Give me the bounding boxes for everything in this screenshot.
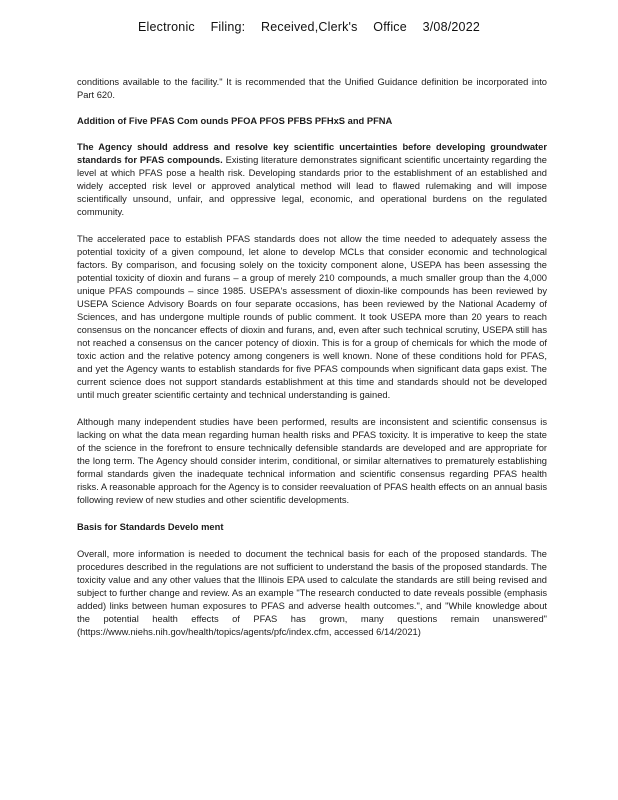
paragraph-agency-uncertainties [77,141,547,219]
stamp-electronic: Electronic [137,20,195,34]
document-body [77,76,547,639]
paragraph-lead-bold: The Agency should address and resolve key scientific uncertainties before developing groundwater standards for PFAS compounds. [77,142,547,165]
stamp-date: 3/08/2022 [422,20,481,34]
paragraph-more-information: Overall, more information is needed to document the technical basis for each of the proposed standards. The procedures described in the regulations are not sufficient to understand the basis of the proposed standards. The toxicity value and any other values that the Illinois EPA used to calculate the standards are still being revised and subject to further change and review. As an example "The research conducted to date reveals possible (emphasis added) links between human exposures to PFAS and adverse health outcomes.", and "While knowledge about the potential health effects of PFAS has grown, many questions remain unanswered" (https://www.niehs.nih.gov/health/topics/agents/pfc/index.cfm, accessed 6/14/2021) [77,549,547,637]
paragraph-accelerated-pace: The accelerated pace to establish PFAS standards does not allow the time needed to adequately assess the potential toxicity of a given compound, let alone to develop MCLs that consider economic and technological factors. By comparison, and focusing solely on the toxicity component alone, USEPA has been assessing the potential toxicity of dioxin and furans – a group of merely 210 compounds, a much smaller group than the 4,000 unique PFAS compounds – since 1985. USEPA's assessment of dioxin-like compounds has been reviewed by USEPA Science Advisory Boards on four separate occasions, has been reviewed by the National Academy of Sciences, and has undergone multiple rounds of public comment. It took USEPA more than 20 years to reach consensus on the noncancer effects of dioxin and furans, and, even after such technical scrutiny, USEPA still has not reached a consensus on the cancer potency of dioxin. This is for a group of chemicals for which the mode of toxic action and the relative potency among congeners is well known. None of these conditions hold for PFAS, and yet the Agency wants to establish standards for five PFAS compounds when significant data gaps exist. The current science does not support standards establishment at this time and standards should not be developed until much greater scientific certainty and technical understanding is gained. [77,234,547,400]
paragraph-independent-studies: Although many independent studies have been performed, results are inconsistent and scientific consensus is lacking on what the data mean regarding human health risks and PFAS toxicity. It is imperative to keep the state of the science in the forefront to ensure technically defensible standards are developed and are appropriate for the long term. The Agency should consider interim, conditional, or similar alternatives to prematurely establishing formal standards given the inadequate technical information and scientific consensus regarding PFAS health risks. A reasonable approach for the Agency is to consider reevaluation of PFAS health effects on an annual basis following review of new studies and other scientific developments. [77,417,547,505]
stamp-received: Received,Clerk's [261,20,358,34]
electronic-filing-stamp [0,20,618,34]
section-heading-pfas-compounds: Addition of Five PFAS Com ounds PFOA PFOS PFBS PFHxS and PFNA [77,116,393,126]
section-heading-basis-for-standards: Basis for Standards Develo ment [77,522,224,532]
intro-paragraph: conditions available to the facility." It is recommended that the Unified Guidance definition be incorporated into Part 620. [77,77,547,100]
stamp-filing: Filing: [210,20,246,34]
paragraph-lead-rest: Existing literature demonstrates significant scientific uncertainty regarding the level at which PFAS pose a health risk. Developing standards prior to the establishment of an established and widely accepted risk level or approved analytical method will lead to flawed rulemaking and will impose scientifically unsound, unfair, and oppressive legal, economic, and operational burdens on the regulated community. [77,155,547,217]
stamp-office: Office [373,20,407,34]
